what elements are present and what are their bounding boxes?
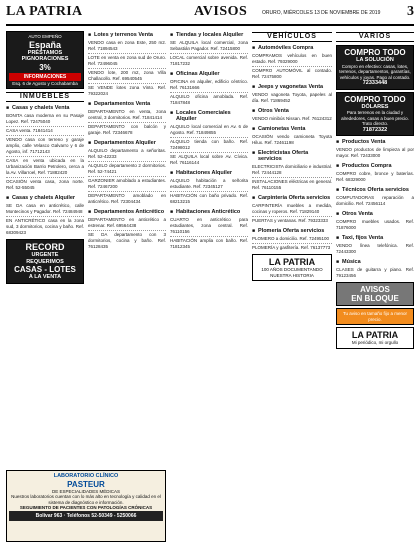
classified-ad: COMPRO AUTOMÓVIL al contado. Ref. 72475800 — [252, 68, 332, 79]
category — [252, 150, 332, 192]
category — [88, 101, 166, 137]
category — [252, 45, 332, 81]
category-heading: ■ Oficinas Alquiler — [170, 71, 248, 77]
classified-ad: VENDO minibús Nissan. Ref. 76124312 — [252, 116, 332, 121]
category — [336, 211, 414, 232]
ad-avisos-en-bloque: AVISOS EN BLOQUE — [336, 282, 414, 306]
category-heading: ■ Música — [336, 259, 414, 265]
classified-ad: BONITA casa moderna en su Pasaje Lopez. Ref. 72475040 — [6, 112, 84, 127]
classified-ad: ALQUILO tienda con baño. Ref. 72498012 — [170, 138, 248, 153]
category-heading: ■ Camionetas Venta — [252, 126, 332, 132]
category — [6, 195, 84, 237]
classified-ad: CASA venta. 71841414 — [6, 127, 84, 136]
category — [170, 71, 248, 107]
ad-record: RECORD URGENTE REQUERIMOS CASAS - LOTES A LA VENTA — [6, 239, 84, 284]
classified-ad: ALQUILO habitación a señorita estudiante. Ref. 72345127 — [170, 177, 248, 192]
category — [88, 140, 166, 206]
category-heading: ■ Otros Venta — [252, 108, 332, 114]
col3-categories — [170, 32, 248, 251]
page-number: 3 — [407, 4, 414, 19]
col1-categories — [6, 105, 84, 237]
classified-ad: COMPUTADORAS reparación a domicilio. Ref. 72456114 — [336, 195, 414, 206]
category-heading: ■ Productos Compra — [336, 163, 414, 169]
category — [88, 32, 166, 98]
category-heading: ■ Electricistas Oferta servicios — [252, 150, 332, 162]
classified-ad: DEPARTAMENTO con balcón y garaje. Ref. 72346678 — [88, 124, 166, 135]
category — [336, 139, 414, 160]
classified-ad: ALQUILO departamento a señoritas. Ref. 52-42233 — [88, 147, 166, 162]
classified-ad: HABITACIÓN con baño privado. Ref. 68213215 — [170, 193, 248, 204]
classified-ad: EN ANTICRÉTICO casa en la zona sud, 3 dormitorios, cocina y baño. Ref. 68309423 — [6, 218, 84, 235]
ad-compro-todo-1: COMPRO TODO LA SOLUCIÓN Compro en efectivo: casas, lotes, terrenos, departamentos, garantías, vehículos y joyas. Pago al contado. 72333448 — [336, 45, 414, 90]
classified-ad: COMPRAMOS vehículos en buen estado. Ref. 79329000 — [252, 52, 332, 67]
category — [252, 228, 332, 252]
classified-ad: SE DA casa en anticrético, calle Montecinos y Pagador. Ref. 72484948 — [6, 202, 84, 217]
classified-ad: INSTALACIONES eléctricas en general. Ref. 76110155 — [252, 179, 332, 190]
classified-ad: VENDO línea telefónica. Ref. 72443300 — [336, 243, 414, 254]
classified-ad: CLASES de guitarra y piano. Ref. 79123456 — [336, 267, 414, 278]
category — [88, 209, 166, 251]
ad-orange-promo: Tu aviso en tamaño fijo a menor precio. — [336, 308, 414, 325]
issue-date: ORURO, MIÉRCOLES 13 DE NOVIEMBRE DE 2019 — [262, 10, 381, 16]
classified-ad: HABITACIÓN amplia con baño. Ref. 71812345 — [170, 238, 248, 249]
category — [336, 187, 414, 208]
category-heading: ■ Tiendas y locales Alquiler — [170, 32, 248, 38]
section-vehiculos: VEHÍCULOS — [252, 32, 332, 42]
category-heading: ■ Departamentos Anticrético — [88, 209, 166, 215]
category-heading: ■ Carpintería Oferta servicios — [252, 195, 332, 201]
category-heading: ■ Locales Comerciales Alquiler — [170, 110, 248, 122]
category-heading: ■ Casas y chalets Alquiler — [6, 195, 84, 201]
category — [336, 235, 414, 256]
classified-ad: SE ALQUILA local sobre Av. Cívica. Ref. 76116144 — [170, 154, 248, 165]
col4-categories — [252, 45, 332, 252]
col2-categories — [88, 32, 166, 251]
column-2 — [88, 29, 166, 540]
category — [6, 105, 84, 192]
category — [252, 126, 332, 147]
classified-ad: LOCAL comercial sobre avenida. Ref. 71817232 — [170, 55, 248, 66]
masthead: LA PATRIA — [6, 4, 83, 19]
column-1 — [6, 29, 84, 540]
category-heading: ■ Automóviles Compra — [252, 45, 332, 51]
classified-ad: VENDO casa en zona Este, 250 m2. Ref. 71894543 — [88, 39, 166, 54]
category-heading: ■ Jeeps y vagonetas Venta — [252, 84, 332, 90]
column-5 — [336, 29, 414, 540]
classified-ad: PLOMERÍA y gasfitería. Ref. 76137773 — [252, 245, 331, 250]
classified-ad: SE DA departamento con 3 dormitorios, cocina y baño. Ref. 76128435 — [88, 232, 166, 249]
category-heading: ■ Lotes y terrenos Venta — [88, 32, 166, 38]
classified-ad: OCASIÓN venta casa, zona norte. Ref. 52-55045 — [6, 179, 84, 190]
classified-ad: CASA en venta ubicada en la Urbanización Barrio Petrolero, cerca a la Av. Villarroel, Ref. 71882420 — [6, 157, 84, 178]
classified-ad: LOTE en venta en zona sud de Oruro. Ref. 72496045 — [88, 54, 166, 69]
ad-la-patria-small: LA PATRIA 100 AÑOS DOCUMENTANDO NUESTRA HISTORIA — [252, 254, 332, 281]
classified-ad: GARZONIER amoblado a estudiantes. Ref. 72467200 — [88, 177, 166, 192]
col5-categories — [336, 139, 414, 280]
category-heading: ■ Técnicos Oferta servicios — [336, 187, 414, 193]
category — [170, 110, 248, 167]
classified-ad: VENDO vagoneta Toyota, papeles al día. Ref. 71869452 — [252, 92, 332, 103]
category — [170, 209, 248, 251]
category — [336, 163, 414, 184]
page-header — [6, 4, 414, 26]
category-heading: ■ Otros Venta — [336, 211, 414, 217]
classified-ad: ALQUILO departamento 2 dormitorios. Ref. 52-74421 — [88, 162, 166, 177]
classified-ad: ALQUILO local comercial en Av. 6 de Agosto. Ref. 71849855 — [170, 123, 248, 138]
column-3 — [170, 29, 248, 540]
category-heading: ■ Plomería Oferta servicios — [252, 228, 332, 234]
classified-ad: CUARTO en anticrético para estudiantes, zona central. Ref. 76110156 — [170, 216, 248, 237]
category — [170, 170, 248, 206]
classified-ad: OFICINA en alquiler, edificio céntrico. Ref. 76131666 — [170, 78, 248, 93]
classified-ad: ELECTRICISTA domiciliario e industrial. Ref. 72444128 — [252, 163, 332, 178]
category-heading: ■ Taxi, fijos Venta — [336, 235, 414, 241]
classified-ad: OCASIÓN vendo camioneta Toyota Hilux. Ref. 72461198 — [252, 134, 332, 145]
section-title: AVISOS — [194, 4, 248, 19]
ad-compro-todo-2: COMPRO TODO DÓLARES Para terrenos en la ciudad y alrededores, casas a buen precio. Trato directo. 71872322 — [336, 92, 414, 137]
category — [170, 32, 248, 68]
classified-ad: VENDO lote, 200 m2, zona Villa Challacollo. Ref. 69540545 — [88, 69, 166, 84]
classified-ad: DEPARTAMENTO en anticrético a estrenar. Ref. 69564438 — [88, 216, 166, 231]
category-heading: ■ Casas y chalets Venta — [6, 105, 84, 111]
category-heading: ■ Productos Venta — [336, 139, 414, 145]
category-heading: ■ Departamentos Alquiler — [88, 140, 166, 146]
classified-ad: ALQUILO oficina amoblada. Ref. 71847848 — [170, 94, 248, 105]
ad-laboratorio-pasteur: LABORATORIO CLÍNICO PASTEUR DE ESPECIALIDADES MÉDICAS Nuestros laboratorios cuentan con lo más alto en tecnología y calidad en el sistema de diagnóstico e información. SEGUIMIENTO DE PACIENTES CON PATOLOGÍAS CRÓNICAS Bolívar 963 · Teléfonos 52-50349 - 5250066 — [6, 470, 166, 542]
classified-ad: COMPRO cobre, bronce y baterías. Ref. 68329000 — [336, 171, 414, 182]
classified-ad: COMPRO muebles usados. Ref. 71876000 — [336, 219, 414, 230]
classified-ad: VENDO casa con terreno y garaje amplio, calle Velasco Galvarro y 6 de Agosto, inf. 71712143 — [6, 136, 84, 157]
classified-ad: DEPARTAMENTO en venta, zona central, 3 dormitorios. Ref. 71841414 — [88, 108, 166, 123]
column-4 — [252, 29, 332, 540]
classified-ad: SE VENDE lotes zona Vinto. Ref. 79322024 — [88, 85, 166, 96]
ad-la-patria-bottom: LA PATRIA Mi periódico, mi orgullo — [336, 327, 414, 349]
category-heading: ■ Departamentos Venta — [88, 101, 166, 107]
classified-ad: PUERTAS y ventanas. Ref. 79323333 — [252, 218, 328, 223]
category — [336, 259, 414, 280]
category-heading: ■ Habitaciones Anticrético — [170, 209, 248, 215]
category — [252, 195, 332, 225]
category-heading: ■ Habitaciones Alquiler — [170, 170, 248, 176]
classified-ad: SE ALQUILA local comercial, zona Sebastián Pagador. Ref. 72415800 — [170, 39, 248, 54]
category — [252, 84, 332, 105]
classified-ad: DEPARTAMENTO amoblado en anticrético. Ref. 72304434 — [88, 193, 166, 204]
classified-ad: PLOMERO a domicilio. Ref. 72495100 — [252, 235, 332, 244]
classified-ad: VENDO productos de limpieza al por mayor. Ref. 72433000 — [336, 147, 414, 158]
section-varios: VARIOS — [336, 32, 414, 42]
ad-auto-espana: AUTO EMPEÑO España PRÉSTAMOS PIGNORACIONES 3% INFORMACIONES Esq. 6 de Agosto y Cochabamba — [6, 31, 84, 89]
classified-ad: CARPINTERÍA muebles a medida, cocinas y roperos. Ref. 71829140 — [252, 202, 332, 217]
section-inmuebles: INMUEBLES — [6, 92, 84, 102]
category — [252, 108, 332, 123]
